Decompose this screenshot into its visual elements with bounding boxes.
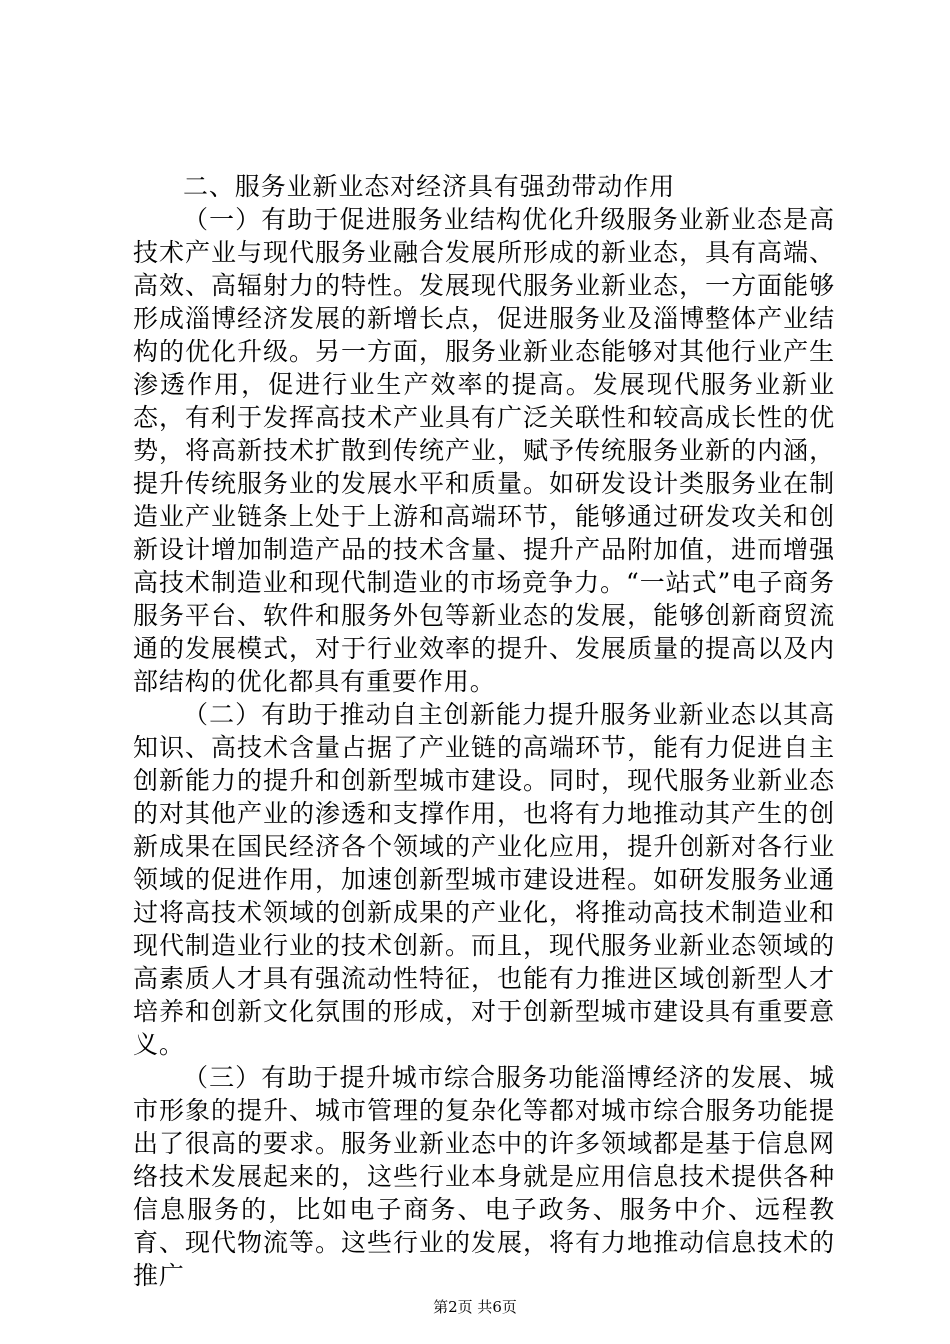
document-body	[133, 170, 835, 1292]
page-footer: 第2页 共6页	[433, 1298, 517, 1316]
paragraph-2: （二）有助于推动自主创新能力提升服务业新业态以其高知识、高技术含量占据了产业链的高端环节，能有力促进自主创新能力的提升和创新型城市建设。同时，现代服务业新业态的对其他产业的渗透和支撑作用，也将有力地推动其产生的创新成果在国民经济各个领域的产业化应用，提升创新对各行业领域的促进作用，加速创新型城市建设进程。如研发服务业通过将高技术领域的创新成果的产业化，将推动高技术制造业和现代制造业行业的技术创新。而且，现代服务业新业态领域的高素质人才具有强流动性特征，也能有力推进区域创新型人才培养和创新文化氛围的形成，对于创新型城市建设具有重要意义。	[133, 700, 835, 1059]
paragraph-3: （三）有助于提升城市综合服务功能淄博经济的发展、城市形象的提升、城市管理的复杂化等都对城市综合服务功能提出了很高的要求。服务业新业态中的许多领域都是基于信息网络技术发展起来的，这些行业本身就是应用信息技术提供各种信息服务的，比如电子商务、电子政务、服务中介、远程教育、现代物流等。这些行业的发展，将有力地推动信息技术的推广	[133, 1063, 835, 1290]
section-heading: 二、服务业新业态对经济具有强劲带动作用	[183, 172, 676, 201]
paragraph-1: （一）有助于促进服务业结构优化升级服务业新业态是高技术产业与现代服务业融合发展所形成的新业态，具有高端、高效、高辐射力的特性。发展现代服务业新业态，一方面能够形成淄博经济发展的新增长点，促进服务业及淄博整体产业结构的优化升级。另一方面，服务业新业态能够对其他行业产生渗透作用，促进行业生产效率的提高。发展现代服务业新业态，有利于发挥高技术产业具有广泛关联性和较高成长性的优势，将高新技术扩散到传统产业，赋予传统服务业新的内涵，提升传统服务业的发展水平和质量。如研发设计类服务业在制造业产业链条上处于上游和高端环节，能够通过研发攻关和创新设计增加制造产品的技术含量、提升产品附加值，进而增强高技术制造业和现代制造业的市场竞争力。“一站式”电子商务服务平台、软件和服务外包等新业态的发展，能够创新商贸流通的发展模式，对于行业效率的提升、发展质量的提高以及内部结构的优化都具有重要作用。	[133, 205, 835, 696]
